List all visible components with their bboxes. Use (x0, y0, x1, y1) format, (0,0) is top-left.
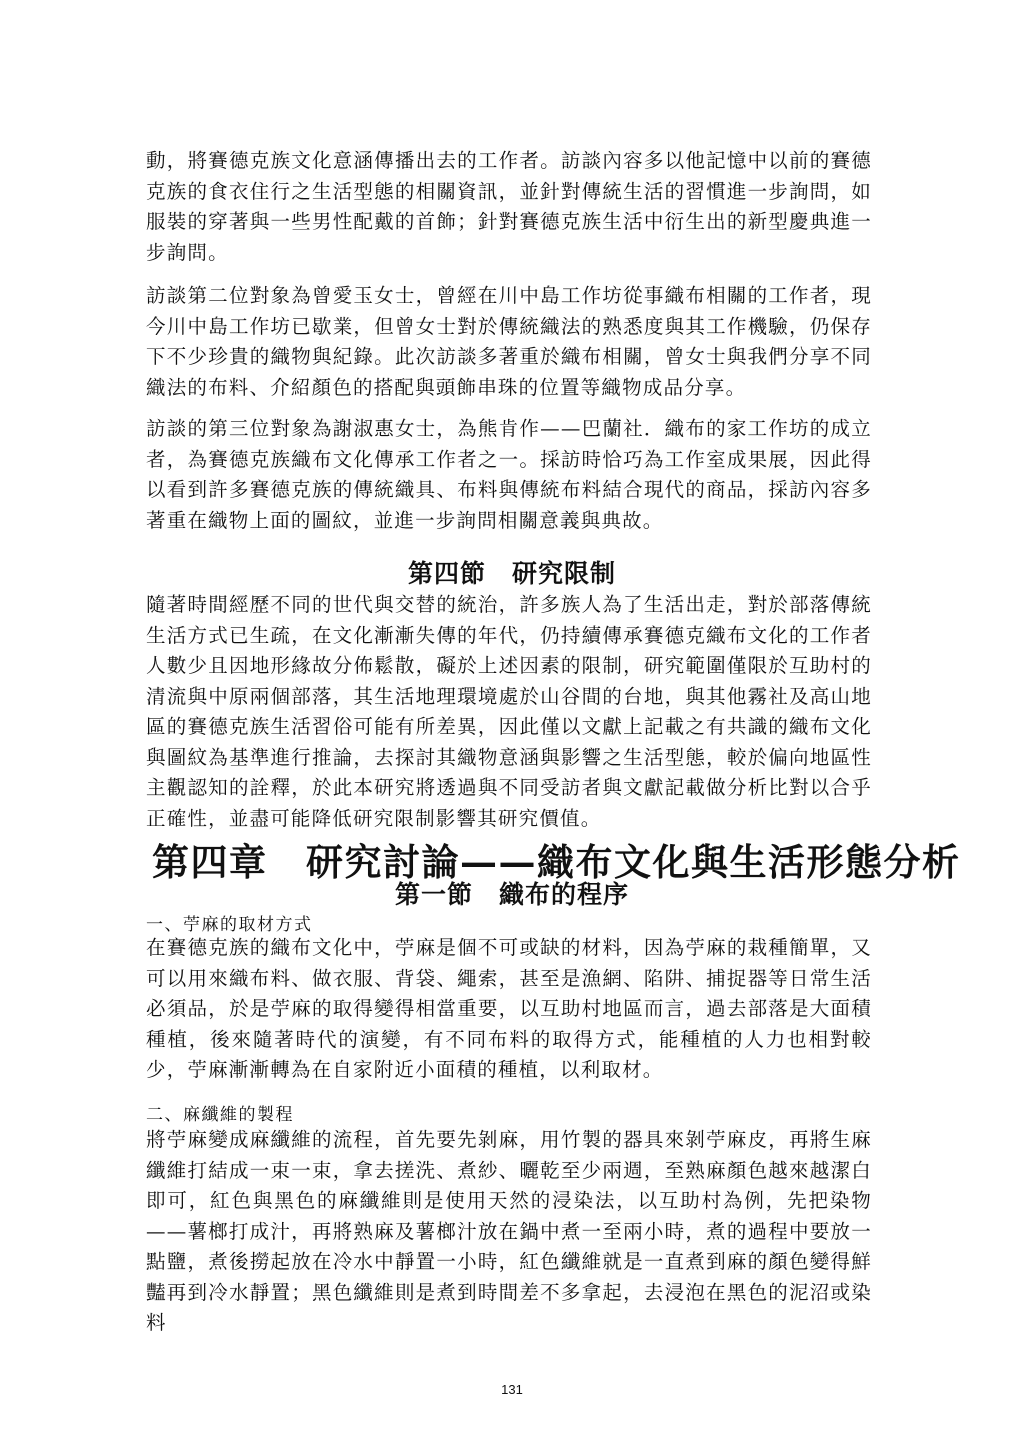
paragraph-fiber-process (146, 1125, 872, 1339)
section-title-research-limits: 第四節 研究限制 (407, 559, 616, 588)
page-number: 131 (501, 1382, 523, 1397)
paragraph-text: 隨著時間經歷不同的世代與交替的統治，許多族人為了生活出走，對於部落傳統生活方式已生疏，在文化漸漸失傳的年代，仍持續傳承賽德克織布文化的工作者人數少且因地形緣故分佈鬆散，礙於上述因素的限制，研究範圍僅限於互助村的清流與中原兩個部落，其生活地理環境處於山谷間的台地，與其他霧社及高山地區的賽德克族生活習俗可能有所差異，因此僅以文獻上記載之有共識的織布文化與圖紋為基準進行推論，去探討其織物意涵與影響之生活型態，較於偏向地區性主觀認知的詮釋，於此本研究將透過與不同受訪者與文獻記載做分析比對以合乎正確性，並盡可能降低研究限制影響其研究價值。 (146, 593, 872, 830)
chapter-title: 第四章 研究討論——織布文化與生活形態分析 (152, 840, 961, 884)
section-title-weaving-process: 第一節 織布的程序 (394, 880, 629, 909)
paragraph-interview-first (146, 146, 872, 268)
paragraph-ramie-sourcing (146, 933, 872, 1086)
paragraph-text: 訪談的第三位對象為謝淑惠女士，為熊肯作——巴蘭社．織布的家工作坊的成立者，為賽德克族織布文化傳承工作者之一。採訪時恰巧為工作室成果展，因此得以看到許多賽德克族的傳統織具、布料與傳統布料結合現代的商品，採訪內容多著重在織物上面的圖紋，並進一步詢問相關意義與典故。 (146, 417, 872, 532)
paragraph-text: 將苧麻變成麻纖維的流程，首先要先剝麻，用竹製的器具來剝苧麻皮，再將生麻纖維打結成一束一束，拿去搓洗、煮紗、曬乾至少兩週，至熟麻顏色越來越潔白即可，紅色與黑色的麻纖維則是使用天然的浸染法，以互助村為例，先把染物——薯榔打成汁，再將熟麻及薯榔汁放在鍋中煮一至兩小時，煮的過程中要放一點鹽，煮後撈起放在冷水中靜置一小時，紅色纖維就是一直煮到麻的顏色變得鮮豔再到冷水靜置；黑色纖維則是煮到時間差不多拿起，去浸泡在黑色的泥沼或染料 (146, 1128, 872, 1334)
paragraph-text: 動，將賽德克族文化意涵傳播出去的工作者。訪談內容多以他記憶中以前的賽德克族的食衣住行之生活型態的相關資訊，並針對傳統生活的習慣進一步詢問，如服裝的穿著與一些男性配戴的首飾；針對賽德克族生活中衍生出的新型慶典進一步詢問。 (146, 149, 872, 264)
subheading-fiber-process: 二、麻纖維的製程 (146, 1105, 294, 1125)
paragraph-interview-second (146, 281, 872, 403)
paragraph-text: 訪談第二位對象為曾愛玉女士，曾經在川中島工作坊從事織布相關的工作者，現今川中島工作坊已歇業，但曾女士對於傳統織法的熟悉度與其工作機驗，仍保存下不少珍貴的織物與紀錄。此次訪談多著重於織布相關，曾女士與我們分享不同織法的布料、介紹顏色的搭配與頭飾串珠的位置等織物成品分享。 (146, 284, 872, 399)
paragraph-interview-third (146, 414, 872, 536)
subheading-ramie-sourcing: 一、苧麻的取材方式 (146, 915, 313, 935)
paragraph-research-limits (146, 590, 872, 834)
paragraph-text: 在賽德克族的織布文化中，苧麻是個不可或缺的材料，因為苧麻的栽種簡單，又可以用來織布料、做衣服、背袋、繩索，甚至是漁網、陷阱、捕捉器等日常生活必須品，於是苧麻的取得變得相當重要，以互助村地區而言，過去部落是大面積種植，後來隨著時代的演變，有不同布料的取得方式，能種植的人力也相對較少，苧麻漸漸轉為在自家附近小面積的種植，以利取材。 (146, 936, 872, 1081)
